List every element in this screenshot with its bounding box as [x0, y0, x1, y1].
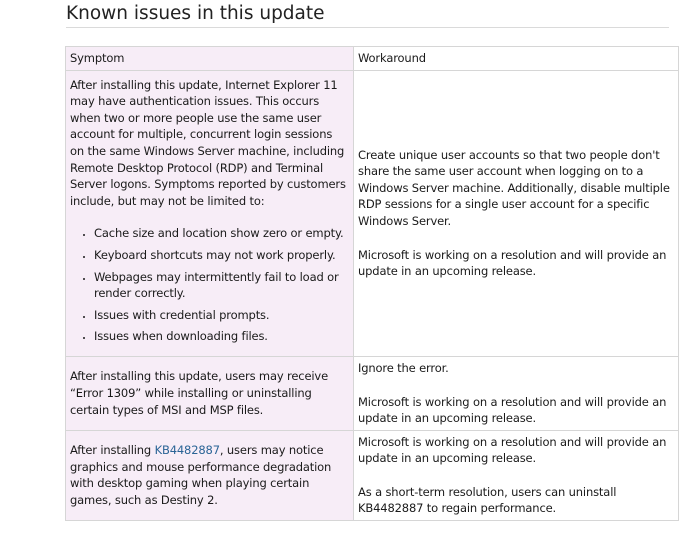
workaround-cell — [354, 70, 679, 356]
table-row — [66, 356, 679, 430]
workaround-cell — [354, 430, 679, 520]
workaround-text: Microsoft is working on a resolution and will provide an update in an upcoming release. — [358, 247, 667, 279]
list-item: • Webpages may intermittently fail to load or render correctly. — [94, 269, 349, 302]
symptom-text: After installing this update, users may receive “Error 1309” while installing or uninstalling certain types of MSI and MSP files. — [70, 369, 329, 417]
list-item: • Keyboard shortcuts may not work properly. — [94, 247, 349, 264]
symptom-text-after-link: , users may notice graphics and mouse performance degradation with desktop gaming when playing certain games, such as Destiny 2. — [70, 443, 332, 507]
list-item: • Cache size and location show zero or empty. — [94, 225, 349, 242]
workaround-text: Create unique user accounts so that two people don't share the same user account when logging on to a Windows Server machine. Additionally, disable multiple RDP sessions for a single user account for a specific Windows Server. — [358, 147, 670, 229]
section-heading: Known issues in this update — [66, 3, 325, 24]
heading-divider — [66, 27, 669, 28]
list-item: • Issues with credential prompts. — [94, 307, 349, 324]
list-item: • Issues when downloading files. — [94, 328, 349, 345]
symptom-list — [70, 225, 349, 345]
known-issues-table — [65, 46, 679, 521]
workaround-cell — [354, 356, 679, 430]
symptom-text: After installing this update, Internet Explorer 11 may have authentication issues. This occurs when two or more people use the same user account for multiple, concurrent login sessions on the same Windows Server machine, including Remote Desktop Protocol (RDP) and Terminal Server logons. Symptoms reported by customers include, but may not be limited to: — [70, 77, 346, 208]
symptom-text — [70, 442, 349, 508]
workaround-text: Ignore the error. — [358, 360, 449, 375]
symptom-cell — [66, 430, 354, 520]
column-header-symptom: Symptom — [66, 47, 354, 71]
symptom-cell — [66, 70, 354, 356]
table-row — [66, 70, 679, 356]
table-header-row — [66, 47, 679, 71]
symptom-cell — [66, 356, 354, 430]
symptom-text-before-link: After installing — [70, 443, 155, 458]
kb-article-link[interactable]: KB4482887 — [154, 443, 220, 458]
workaround-text: Microsoft is working on a resolution and will provide an update in an upcoming release. — [358, 394, 667, 426]
table-row — [66, 430, 679, 520]
workaround-text: Microsoft is working on a resolution and will provide an update in an upcoming release. — [358, 434, 667, 466]
column-header-workaround: Workaround — [354, 47, 679, 71]
workaround-text: As a short-term resolution, users can uninstall KB4482887 to regain performance. — [358, 484, 617, 516]
